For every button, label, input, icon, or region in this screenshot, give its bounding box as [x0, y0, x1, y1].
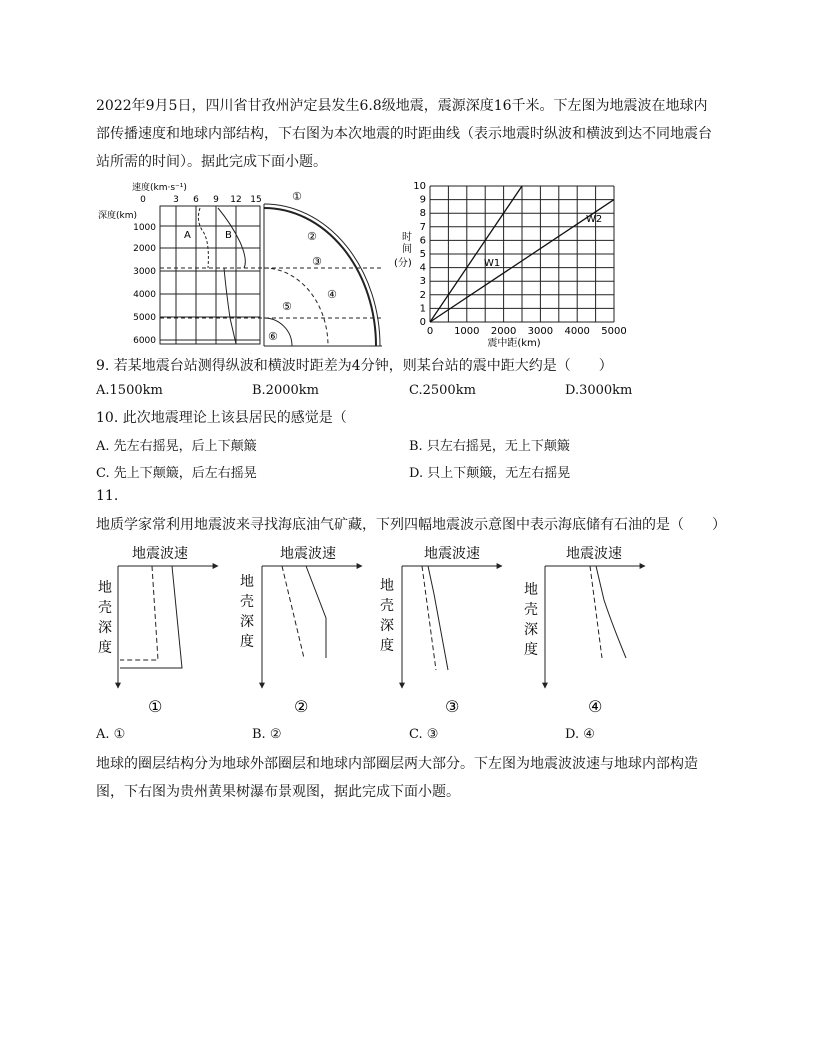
svg-text:度: 度	[240, 634, 254, 650]
panel-number: ①	[148, 697, 163, 716]
discontinuity-lines	[160, 268, 382, 318]
speed-axis-label: 速度(km·s⁻¹)	[132, 183, 187, 193]
speed-tick: 3	[173, 195, 179, 205]
series-label-w2: W2	[586, 214, 603, 225]
q11-option-b[interactable]: B. ②	[252, 727, 282, 742]
depth-tick: 5000	[133, 313, 156, 323]
y-tick-label: 9	[419, 194, 426, 206]
y-tick-label: 6	[419, 235, 426, 247]
y-title-char: (分)	[394, 258, 412, 269]
y-tick-label: 8	[419, 208, 426, 220]
x-tick-label: 3000	[527, 326, 554, 337]
svg-text:壳: 壳	[380, 598, 394, 614]
svg-text:地: 地	[380, 578, 394, 594]
intro-paragraph: 2022年9月5日，四川省甘孜州泸定县发生6.8级地震，震源深度16千米。下左图为地震波在地球内部传播速度和地球内部结构，下右图为本次地震的时距曲线（表示地震时纵波和横波到达不同地震台站所需的时间）。据此完成下面小题。	[96, 98, 712, 170]
panel-number: ③	[445, 697, 460, 716]
svg-text:度: 度	[380, 638, 394, 654]
curve-b-label: B	[225, 230, 232, 241]
y-tick-label: 1	[419, 303, 426, 315]
layer-labels	[268, 190, 337, 343]
panel-speed-label: 地震波速	[132, 546, 188, 562]
q11-option-d[interactable]: D. ④	[565, 727, 595, 742]
y-tick-label: 2	[419, 289, 426, 301]
q9-option-b[interactable]: B.2000km	[252, 383, 319, 398]
panel-speed-label: 地震波速	[424, 546, 480, 562]
depth-tick: 6000	[133, 336, 156, 346]
panel-4	[524, 545, 645, 716]
figure-wave-speed-structure	[92, 180, 392, 350]
curve-a-label: A	[184, 230, 191, 241]
panel-number: ④	[588, 697, 603, 716]
speed-ticks	[140, 195, 262, 205]
svg-text:壳: 壳	[240, 594, 254, 610]
q11-panels	[90, 540, 650, 720]
x-tick-label: 2000	[490, 326, 517, 337]
panel-depth-label	[240, 573, 254, 650]
chart-grid	[430, 186, 614, 322]
svg-text:度: 度	[98, 640, 112, 656]
y-tick-label: 4	[419, 262, 426, 274]
y-axis-title	[394, 230, 412, 269]
x-tick-label: 0	[426, 326, 434, 337]
depth-tick: 1000	[133, 223, 156, 233]
svg-text:深: 深	[380, 618, 394, 634]
depth-axis-label: 深度(km)	[98, 211, 138, 221]
speed-tick: 6	[193, 195, 199, 205]
speed-grid	[160, 206, 260, 344]
q10-option-a[interactable]: A. 先左右摇晃，后上下颠簸	[96, 439, 257, 454]
y-ticks	[413, 181, 426, 328]
y-title-char: 间	[402, 244, 412, 255]
x-tick-label: 4000	[564, 326, 590, 337]
q11-stem: 地质学家常利用地震波来寻找海底油气矿藏，下列四幅地震波示意图中表示海底储有石油的是（ ）	[96, 517, 726, 533]
svg-text:壳: 壳	[98, 600, 112, 616]
depth-tick: 4000	[133, 290, 156, 300]
layer-label: ①	[292, 190, 302, 203]
x-axis-title: 震中距(km)	[487, 338, 541, 349]
panel-3	[380, 545, 502, 716]
layer-label: ③	[312, 255, 322, 268]
panel-1	[98, 545, 218, 716]
speed-tick: 15	[250, 195, 262, 205]
speed-tick: 12	[230, 195, 242, 205]
y-tick-label: 0	[419, 317, 426, 328]
svg-text:度: 度	[524, 642, 538, 658]
q9-option-a[interactable]: A.1500km	[96, 383, 163, 398]
depth-tick: 3000	[133, 267, 156, 277]
q11-number: 11.	[96, 488, 119, 504]
panel-depth-label	[380, 577, 394, 654]
speed-tick: 0	[140, 195, 146, 205]
panel-speed-label: 地震波速	[566, 546, 622, 562]
curve-a	[198, 208, 208, 268]
svg-text:地: 地	[524, 582, 538, 598]
x-ticks	[427, 326, 627, 337]
y-tick-label: 7	[419, 221, 426, 233]
panel-2	[240, 545, 362, 716]
y-title-char: 时	[402, 232, 412, 243]
q11-option-a[interactable]: A. ①	[96, 727, 126, 742]
svg-text:深: 深	[240, 614, 254, 630]
svg-text:地: 地	[98, 580, 112, 596]
intro2-paragraph: 地球的圈层结构分为地球外部圈层和地球内部圈层两大部分。下左图为地震波波速与地球内部构造图，下右图为贵州黄果树瀑布景观图，据此完成下面小题。	[96, 756, 698, 800]
q9-option-d[interactable]: D.3000km	[565, 383, 633, 398]
earth-section	[264, 204, 382, 346]
x-tick-label: 1000	[454, 326, 480, 337]
series-label-w1: W1	[484, 258, 501, 269]
svg-text:壳: 壳	[524, 602, 538, 618]
svg-text:地: 地	[240, 574, 254, 590]
layer-label: ②	[307, 230, 317, 243]
svg-text:深: 深	[524, 622, 538, 638]
q10-option-d[interactable]: D. 只上下颠簸，无左右摇晃	[409, 466, 571, 481]
panel-depth-label	[98, 579, 112, 656]
q10-stem: 10. 此次地震理论上该县居民的感觉是（	[96, 410, 347, 426]
svg-text:深: 深	[98, 620, 112, 636]
q10-option-c[interactable]: C. 先上下颠簸，后左右摇晃	[96, 466, 257, 481]
y-tick-label: 10	[413, 181, 426, 192]
panel-speed-label: 地震波速	[280, 546, 336, 562]
x-tick-label: 5000	[601, 326, 627, 337]
y-tick-label: 5	[419, 249, 426, 260]
panel-depth-label	[524, 581, 538, 658]
layer-label: ⑤	[282, 300, 292, 313]
y-tick-label: 3	[419, 276, 426, 288]
q9-stem: 9. 若某地震台站测得纵波和横波时距差为4分钟，则某台站的震中距大约是（ ）	[96, 358, 613, 374]
layer-label: ④	[327, 288, 337, 301]
panel-number: ②	[294, 697, 309, 716]
figure-time-distance-chart	[390, 178, 630, 350]
layer-label: ⑥	[268, 330, 278, 343]
depth-tick: 2000	[133, 244, 156, 254]
curve-b	[218, 208, 245, 344]
q10-option-b[interactable]: B. 只左右摇晃，无上下颠簸	[409, 439, 570, 454]
speed-tick: 9	[213, 195, 219, 205]
q11-option-c[interactable]: C. ③	[409, 727, 439, 742]
q9-option-c[interactable]: C.2500km	[409, 383, 476, 398]
depth-ticks	[133, 223, 156, 346]
